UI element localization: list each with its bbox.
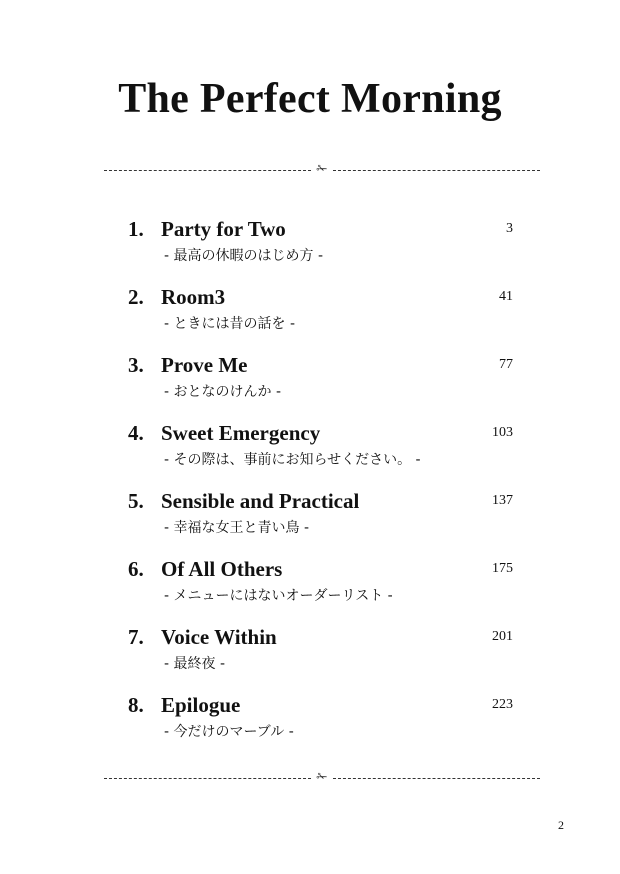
toc-entry-page: 175 bbox=[492, 561, 513, 576]
toc-entry-page: 201 bbox=[492, 629, 513, 644]
toc-entry-number: 5. bbox=[128, 489, 144, 513]
toc-entry-subtitle: - 最高の休暇のはじめ方 - bbox=[164, 248, 324, 264]
toc-entry-title: Prove Me bbox=[161, 353, 248, 377]
toc-entry-page: 103 bbox=[492, 425, 513, 440]
top-divider bbox=[104, 163, 540, 177]
divider-dash-right bbox=[333, 170, 540, 171]
toc-entry[interactable] bbox=[0, 348, 620, 416]
toc-entry-title: Party for Two bbox=[161, 217, 286, 241]
toc-entry-page: 41 bbox=[499, 289, 513, 304]
toc-entry-subtitle: - おとなのけんか - bbox=[164, 384, 282, 400]
toc-entry-number: 2. bbox=[128, 285, 144, 309]
toc-entry[interactable] bbox=[0, 552, 620, 620]
divider-dash-left bbox=[104, 778, 311, 779]
toc-entry-title: Voice Within bbox=[161, 625, 277, 649]
scissors-icon: ✁ bbox=[316, 770, 328, 785]
toc-entry-title: Sensible and Practical bbox=[161, 489, 360, 513]
divider-dash-right bbox=[333, 778, 540, 779]
toc-entry-subtitle: - 最終夜 - bbox=[164, 656, 226, 672]
toc-entry[interactable] bbox=[0, 416, 620, 484]
toc-entry-number: 7. bbox=[128, 625, 144, 649]
toc-entry-number: 8. bbox=[128, 693, 144, 717]
toc-entry-page: 223 bbox=[492, 697, 513, 712]
toc-entry-number: 4. bbox=[128, 421, 144, 445]
toc-entry-number: 1. bbox=[128, 217, 144, 241]
toc-entry-page: 137 bbox=[492, 493, 513, 508]
toc-entry[interactable] bbox=[0, 212, 620, 280]
toc-entry[interactable] bbox=[0, 688, 620, 756]
bottom-divider bbox=[104, 771, 540, 785]
toc-entry-title: Of All Others bbox=[161, 557, 283, 581]
toc-entry-number: 3. bbox=[128, 353, 144, 377]
toc-entry-title: Sweet Emergency bbox=[161, 421, 321, 445]
toc-entry-subtitle: - メニューにはないオーダーリスト - bbox=[164, 588, 393, 604]
page-number: 2 bbox=[558, 818, 564, 832]
toc-entry-title: Epilogue bbox=[161, 693, 241, 717]
toc-entry-subtitle: - 今だけのマーブル - bbox=[164, 724, 294, 740]
toc-entry-page: 3 bbox=[506, 221, 513, 236]
toc-entry-subtitle: - 幸福な女王と青い鳥 - bbox=[164, 520, 310, 536]
toc-entry-number: 6. bbox=[128, 557, 144, 581]
page-title: The Perfect Morning bbox=[118, 76, 502, 122]
toc-entry-page: 77 bbox=[499, 357, 513, 372]
toc-entry-subtitle: - その際は、事前にお知らせください。 - bbox=[164, 452, 421, 468]
scissors-icon: ✁ bbox=[316, 162, 328, 177]
toc-entry[interactable] bbox=[0, 280, 620, 348]
toc-entry-title: Room3 bbox=[161, 285, 226, 309]
divider-dash-left bbox=[104, 170, 311, 171]
toc-entry[interactable] bbox=[0, 484, 620, 552]
table-of-contents bbox=[0, 212, 620, 756]
toc-entry[interactable] bbox=[0, 620, 620, 688]
toc-entry-subtitle: - ときには昔の話を - bbox=[164, 316, 296, 332]
